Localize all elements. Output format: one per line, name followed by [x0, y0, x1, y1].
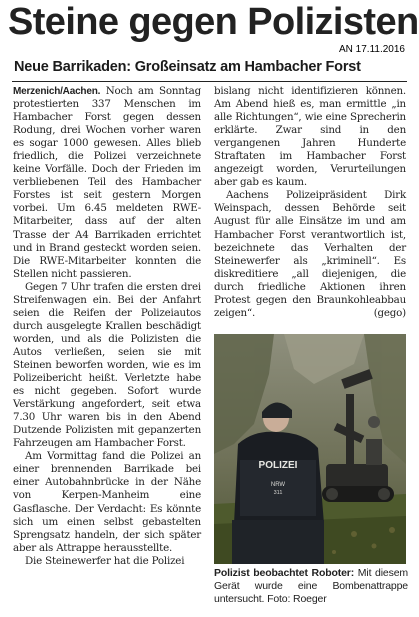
caption-lead: Polizist beobachtet Roboter: — [214, 567, 355, 579]
paragraph: Gegen 7 Uhr trafen die ersten drei Streifenwagen ein. Bei der Anfahrt seien die Reifen der Polizeiautos durch ausgelegte Krallen beschädigt worden, und als die Polizisten die Autos verließen, seien sie mit Steinen beworfen worden, wie es im Polizeibericht heißt. Verletzte habe es nicht gegeben. Sofort wurde Verstärkung angefordert, seit etwa 7.30 Uhr waren bis in den Abend Dutzende Polizisten mit gepanzerten Fahrzeugen am Hambacher Forst. — [13, 280, 201, 450]
paragraph-text: Noch am Sonntag protestierten 337 Menschen im Hambacher Forst gegen dessen Rodung, drei Wochen vorher waren es sogar 1000 gewesen. Alles blieb friedlich, die Polizei verzeichnete keine Vorfälle. Doch der Frieden im verbliebenen Teil des Hambacher Forstes ist seit gestern Morgen vorbei. Um 6.45 meldeten RWE-Mitarbeiter, dass auf der alten Trasse der A4 Barrikaden errichtet und in Brand gesteckt worden seien. Die RWE-Mitarbeiter konnten die Stellen nicht passieren. — [13, 85, 201, 280]
headline: Steine gegen Polizisten — [8, 1, 419, 43]
paragraph: Die Steinewerfer hat die Polizei — [25, 554, 185, 567]
badge-number: 311 — [273, 490, 283, 496]
paragraph — [214, 189, 406, 319]
divider-rule — [12, 81, 407, 82]
vest-text: POLIZEI — [258, 460, 298, 471]
paragraph: bislang nicht identifizieren können. Am Abend hieß es, man ermittle „in alle Richtungen“, wie eine Sprecherin erklärte. Zwar sind in den vergangenen Jahren Hunderte Straftaten im Hambacher Forst angezeigt worden, Verurteilungen aber gab es kaum. — [214, 85, 406, 189]
article-photo — [214, 334, 406, 564]
paragraph: Am Vormittag fand die Polizei an einer brennenden Barrikade bei einer Autobahnbrücke in der Nähe von Kerpen-Manheim eine Gasflasche. Der Verdacht: Es könnte sich um einen selbst gebastelten Sprengsatz handeln, der sich später aber als Attrappe herausstellte. — [13, 450, 201, 554]
caption-text: Mit diesem Gerät wurde eine Bombenattrappe untersucht. Foto: Roeger — [214, 567, 409, 605]
badge-text: NRW — [270, 482, 286, 488]
photo-caption — [214, 567, 408, 606]
date-stamp: AN 17.11.2016 — [339, 44, 405, 55]
paragraph-text: Aachens Polizeipräsident Dirk Weinspach, dessen Behörde seit August für alle Einsätze im und am Hambacher Forst verantwortlich ist, bezeichnete das Verhalten der Steinewerfer als „kriminell“. Es diskreditiere „all diejenigen, die durch friedliche Aktionen ihren Protest gegen den Braunkohleabbau zeigen“. — [214, 189, 406, 319]
paragraph — [13, 85, 201, 281]
author-initials: (gego) — [373, 306, 406, 319]
dateline: Merzenich/Aachen. — [13, 86, 101, 97]
article-column-left — [13, 85, 201, 568]
article-column-right — [214, 85, 406, 320]
subheadline: Neue Barrikaden: Großeinsatz am Hambacher Forst — [14, 59, 361, 75]
